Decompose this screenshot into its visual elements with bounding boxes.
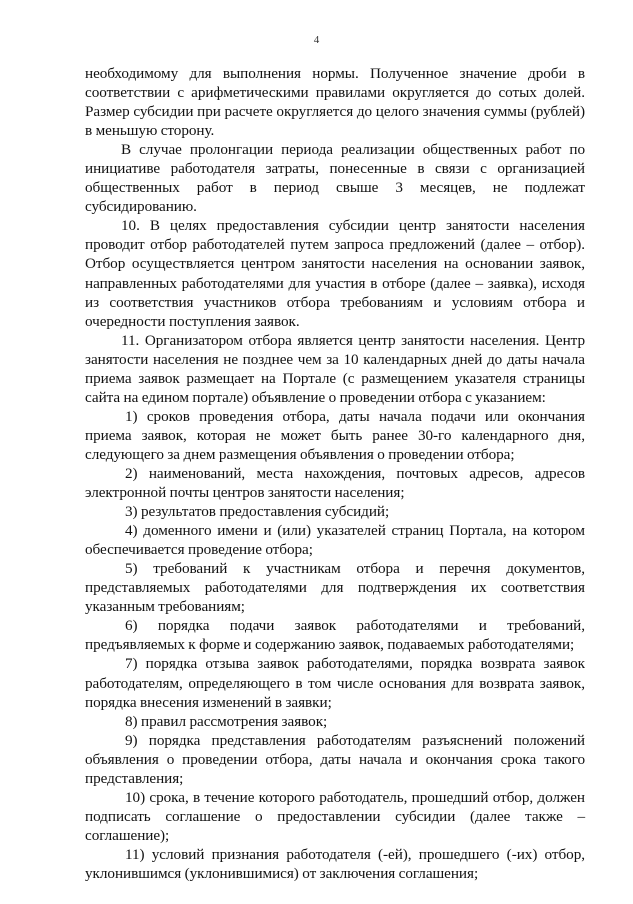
- clause-10: 10. В целях предоставления субсидии центр занятости населения проводит отбор работодателей путем запроса предложений (далее – отбор). Отбор осуществляется центром занятости населения на основании заявок, направленных работодателями для участия в отборе (далее – заявка), исходя из соответствия участников отбора требованиям и условиям отбора и очередности поступления заявок.: [85, 217, 585, 330]
- list-item-7: 7) порядка отзыва заявок работодателями, порядка возврата заявок работодателям, определяющего в том числе основания для возврата заявок, порядка внесения изменений в заявки;: [85, 655, 585, 711]
- list-item-4: 4) доменного имени и (или) указателей страниц Портала, на котором обеспечивается проведение отбора;: [85, 522, 585, 559]
- paragraph-prolongation: В случае пролонгации периода реализации общественных работ по инициативе работодателя затраты, понесенные в связи с организацией общественных работ в период свыше 3 месяцев, не подлежат субсидированию.: [85, 141, 585, 216]
- list-item-2: 2) наименований, места нахождения, почтовых адресов, адресов электронной почты центров занятости населения;: [85, 464, 585, 502]
- paragraph-continuation: необходимому для выполнения нормы. Полученное значение дроби в соответствии с арифметическими правилами округляется до сотых долей. Размер субсидии при расчете округляется до целого значения суммы (рублей) в меньшую сторону.: [85, 65, 585, 140]
- list-item-11: 11) условий признания работодателя (-ей), прошедшего (-их) отбор, уклонившимся (уклонившимися) от заключения соглашения;: [85, 845, 585, 882]
- list-item-5: 5) требований к участникам отбора и перечня документов, представляемых работодателями для подтверждения их соответствия указанным требованиям;: [85, 560, 585, 616]
- list-item-9: 9) порядка представления работодателям разъяснений положений объявления о проведении отбора, даты начала и окончания срока такого представления;: [85, 731, 585, 787]
- clause-11: 11. Организатором отбора является центр занятости населения. Центр занятости населения не позднее чем за 10 календарных дней до даты начала приема заявок размещает на Портале (с размещением указателя страницы сайта на едином портале) объявление о проведении отбора с указанием:: [85, 331, 585, 406]
- list-item-3: 3) результатов предоставления субсидий;: [125, 503, 390, 521]
- list-item-6: 6) порядка подачи заявок работодателями и требований, предъявляемых к форме и содержанию заявок, подаваемых работодателями;: [85, 617, 585, 654]
- page-number: 4: [313, 34, 320, 46]
- list-item-10: 10) срока, в течение которого работодатель, прошедший отбор, должен подписать соглашение о предоставлении субсидии (далее также – соглашение);: [85, 788, 585, 844]
- document-body: [85, 64, 585, 883]
- list-item-1: 1) сроков проведения отбора, даты начала подачи или окончания приема заявок, которая не может быть ранее 30-го календарного дня, следующего за днем размещения объявления о проведении отбора;: [85, 407, 585, 463]
- list-item-8: 8) правил рассмотрения заявок;: [125, 712, 328, 730]
